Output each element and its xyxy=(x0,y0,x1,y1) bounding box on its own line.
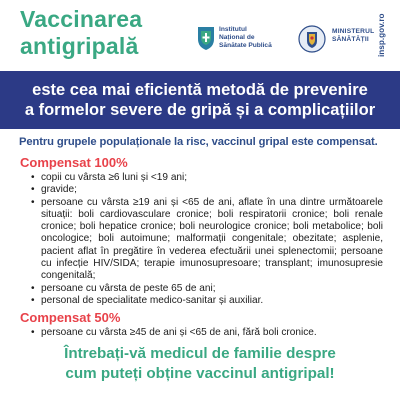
list-item: • gravide; xyxy=(31,184,77,196)
title-line-1: Vaccinarea xyxy=(20,6,143,32)
intro-text: Pentru grupele populaționale la risc, vaccinul gripal este compensat. xyxy=(19,136,378,148)
list-item: • persoane cu vârsta de peste 65 de ani; xyxy=(31,282,216,294)
insp-logo xyxy=(196,24,296,54)
footer-call-to-action xyxy=(0,344,400,383)
bullet-icon: • xyxy=(31,184,35,196)
insp-shield-icon xyxy=(196,25,216,51)
title-line-2: antigripală xyxy=(20,33,139,59)
page-title xyxy=(20,6,210,60)
section-title-50: Compensat 50% xyxy=(20,310,121,325)
side-url: insp.gov.ro xyxy=(377,13,386,57)
bullet-icon: • xyxy=(31,282,35,294)
list-item: • persoane cu vârsta ≥19 ani și <65 de ani, aflate în una dintre următoarele situații: boli cardiovasculare cronice; boli respiratorii cronice; boli renale cronice; boli hepatice cronice; boli neurologice cronice; boli metabolice; boli oncologice; boli autoimune; malformații congenitale; obezitate; asplenie, pacient aflat în pregătire în vederea efectuării unei splenectomii; persoane cu infecție HIV/SIDA; terapie imunosupresoare; transplant; imunosupresie congenitală; xyxy=(31,196,383,282)
bullet-icon: • xyxy=(31,172,35,183)
list-item: • personal de specialitate medico-sanitar și auxiliar. xyxy=(31,294,264,306)
list-compensat-100 xyxy=(31,172,383,307)
banner-line-2: a formelor severe de gripă și a complicațiilor xyxy=(24,101,376,119)
banner-line-1: este cea mai eficientă metodă de prevenire xyxy=(32,81,368,99)
ministry-logo xyxy=(296,24,386,54)
bullet-icon: • xyxy=(31,294,35,306)
footer-line-2: cum puteți obține vaccinul antigripal! xyxy=(65,364,335,382)
list-item: • copii cu vârsta ≥6 luni și <19 ani; xyxy=(31,172,188,183)
footer-line-1: Întrebați-vă medicul de familie despre xyxy=(64,345,336,362)
list-compensat-50 xyxy=(31,327,383,339)
ministry-coat-of-arms-icon xyxy=(296,24,328,54)
bullet-icon: • xyxy=(31,196,35,208)
list-item: • persoane cu vârsta ≥45 de ani și <65 de ani, fără boli cronice. xyxy=(31,327,317,338)
bullet-icon: • xyxy=(31,327,35,338)
headline-banner xyxy=(0,71,400,129)
ministry-logo-text: MINISTERUL SĂNĂTĂȚII xyxy=(332,28,375,43)
insp-logo-text: Institutul Național de Sănătate Publică xyxy=(219,26,272,49)
section-title-100: Compensat 100% xyxy=(20,155,128,170)
